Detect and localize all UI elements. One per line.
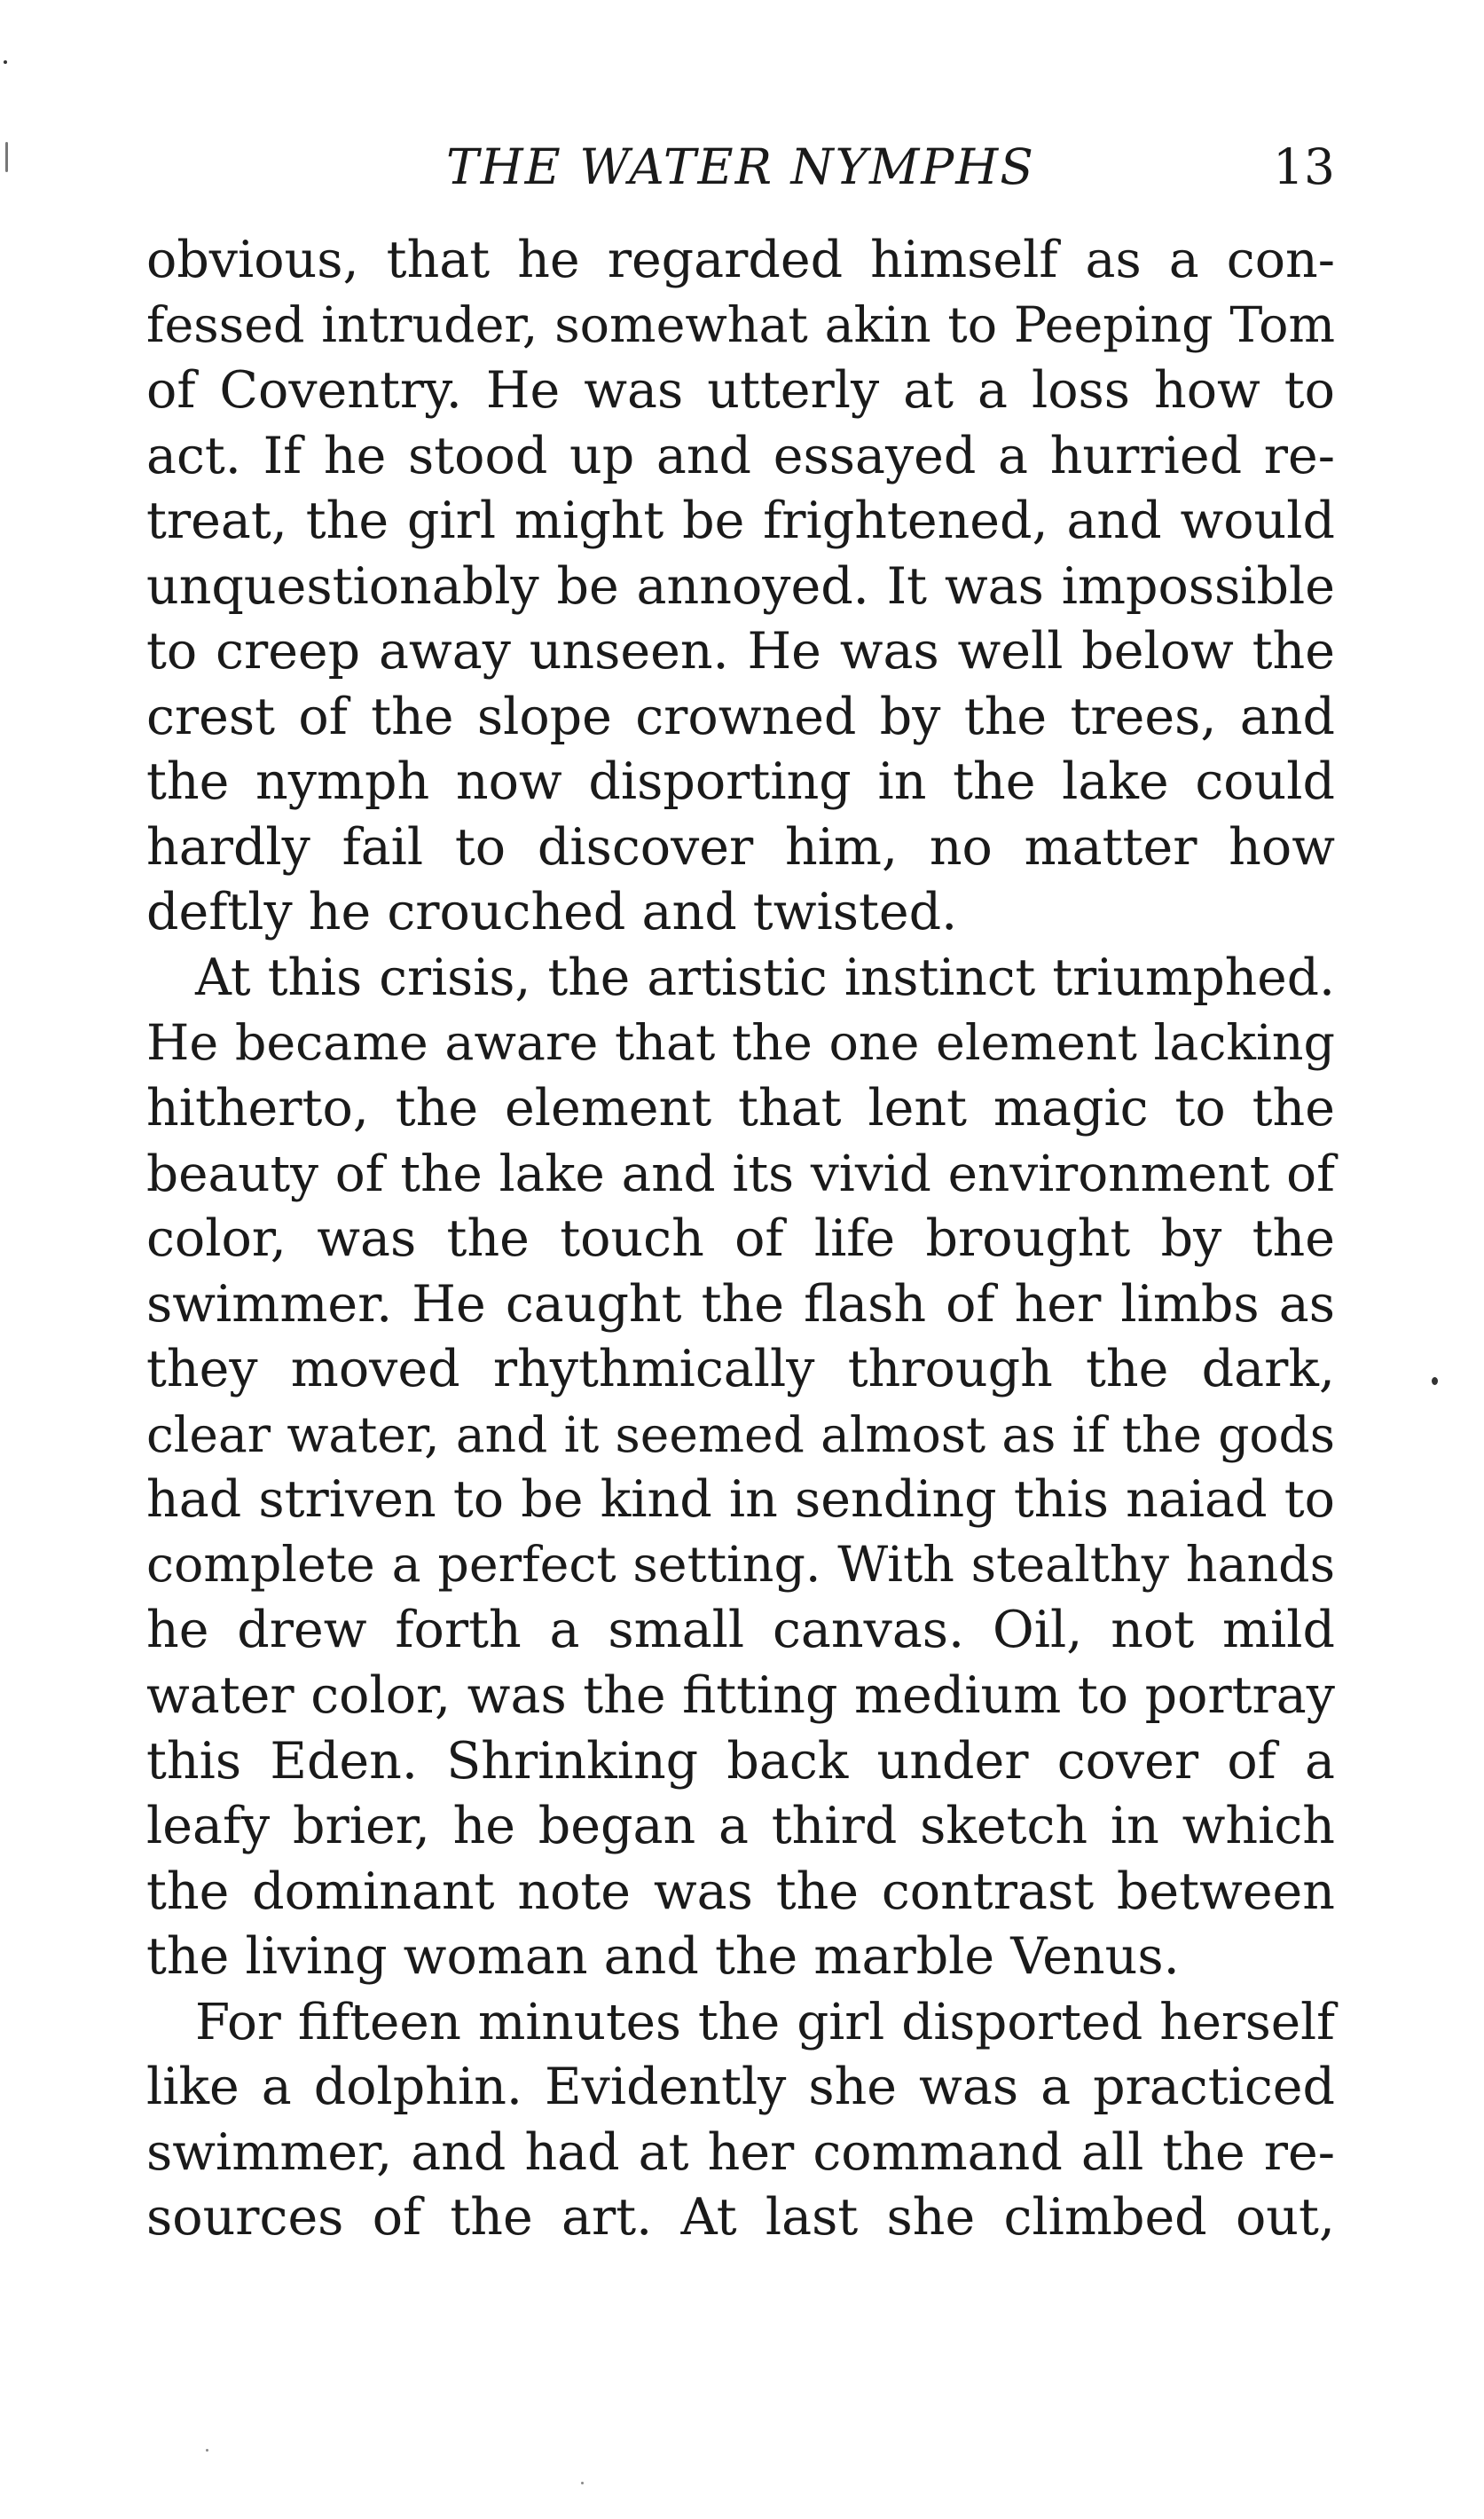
scan-speck	[5, 142, 8, 172]
text-line: hardly fail to discover him, no matter how	[146, 817, 1335, 877]
text-line: to creep away unseen. He was well below the	[146, 622, 1335, 681]
scan-speck	[581, 2482, 584, 2484]
text-line: color, was the touch of life brought by the	[146, 1209, 1335, 1269]
text-line: unquestionably be annoyed. It was impossible	[146, 556, 1335, 616]
text-line: water color, was the fitting medium to portray	[146, 1666, 1335, 1726]
text-line: leafy brier, he began a third sketch in which	[146, 1797, 1335, 1856]
text-line: treat, the girl might be frightened, and would	[146, 492, 1335, 551]
text-line: sources of the art. At last she climbed out,	[146, 2188, 1335, 2247]
text-line: obvious, that he regarded himself as a con-	[146, 231, 1335, 289]
text-line: crest of the slope crowned by the trees, and	[146, 687, 1335, 746]
text-line: fessed intruder, somewhat akin to Peeping Tom	[146, 296, 1335, 354]
text-line: swimmer, and had at her command all the re-	[146, 2122, 1335, 2182]
paragraph-end-line: the living woman and the marble Venus.	[146, 1927, 1180, 1987]
text-line: they moved rhythmically through the dark,	[146, 1340, 1335, 1399]
text-line: had striven to be kind in sending this naiad to	[146, 1470, 1335, 1530]
text-line: act. If he stood up and essayed a hurried re-	[146, 426, 1335, 485]
paragraph-start-line: For fifteen minutes the girl disported herself	[195, 1993, 1335, 2051]
scan-speck	[1432, 1377, 1438, 1385]
paragraph-start-line: At this crisis, the artistic instinct triumphed.	[195, 949, 1335, 1008]
paragraph-end-line: deftly he crouched and twisted.	[146, 883, 958, 942]
text-line: hitherto, the element that lent magic to the	[146, 1079, 1335, 1138]
scan-speck	[4, 60, 7, 64]
text-line: this Eden. Shrinking back under cover of a	[146, 1731, 1335, 1791]
running-title: THE WATER NYMPHS	[446, 138, 1035, 195]
running-head	[146, 131, 1335, 202]
page-number: 13	[1273, 138, 1335, 195]
text-line: swimmer. He caught the flash of her limbs as	[146, 1274, 1335, 1334]
text-line: beauty of the lake and its vivid environment of	[146, 1145, 1335, 1203]
text-line: like a dolphin. Evidently she was a practiced	[146, 2058, 1335, 2117]
text-line: of Coventry. He was utterly at a loss how to	[146, 361, 1335, 421]
text-line: clear water, and it seemed almost as if the gods	[146, 1405, 1335, 1463]
text-line: the dominant note was the contrast between	[146, 1862, 1335, 1921]
text-line: He became aware that the one element lacking	[146, 1014, 1335, 1072]
text-line: he drew forth a small canvas. Oil, not mild	[146, 1601, 1335, 1660]
body-text	[146, 228, 1335, 2251]
text-line: complete a perfect setting. With stealthy hands	[146, 1536, 1335, 1594]
text-line: the nymph now disporting in the lake could	[146, 752, 1335, 812]
scan-speck	[206, 2449, 208, 2452]
